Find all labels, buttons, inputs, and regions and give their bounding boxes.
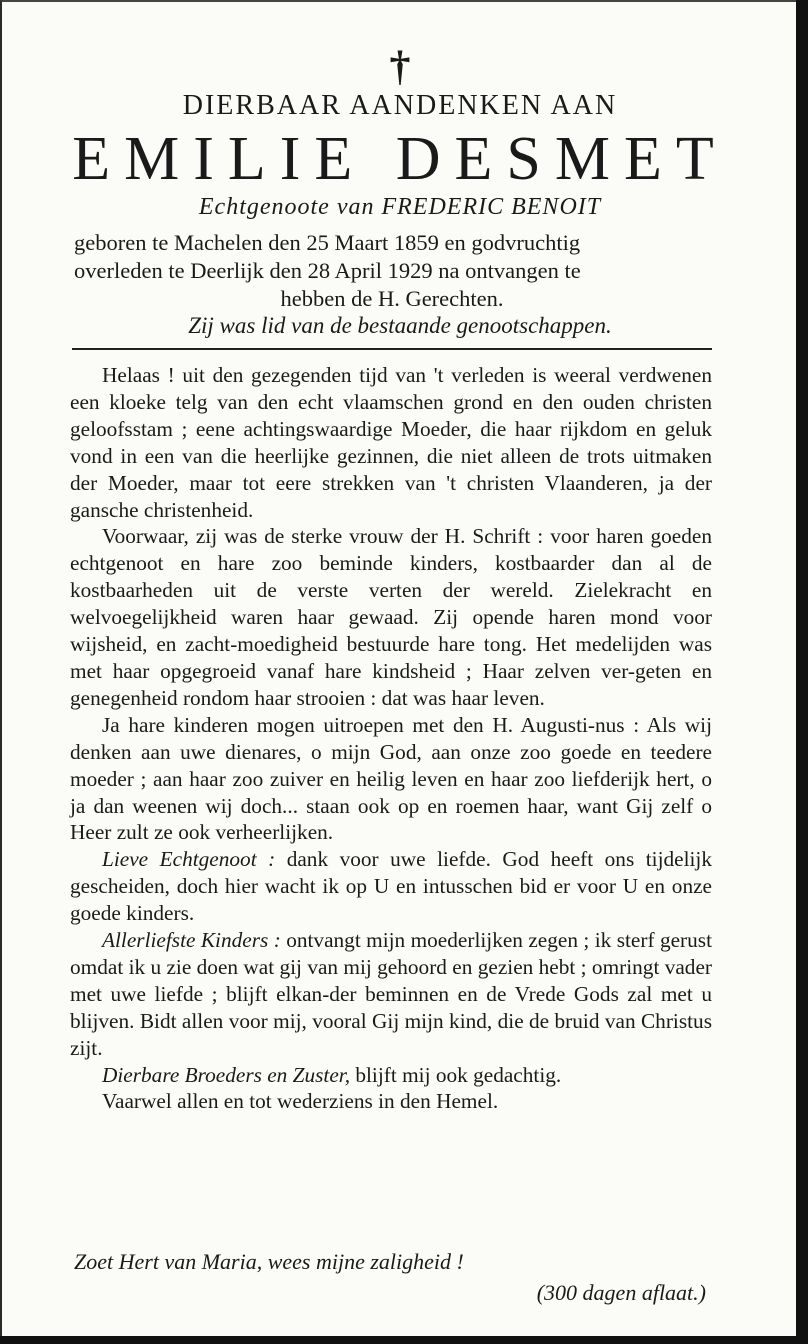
spouse-line: Echtgenoote van FREDERIC BENOIT: [198, 194, 602, 220]
address-siblings: Dierbare Broeders en Zuster,: [102, 1062, 351, 1087]
address-children: Allerliefste Kinders :: [102, 928, 281, 953]
closing-prayer: Zoet Hert van Maria, wees mijne zaligheid !: [74, 1249, 464, 1274]
paragraph: [70, 846, 712, 927]
card-shadow-edge: [796, 0, 808, 1344]
paragraph: Ja hare kinderen mogen uitroepen met den H. Augusti-nus : Als wij denken aan uwe dienares, o mijn God, aan onze zoo goede en teedere moeder ; aan haar zoo zuiver en heilig leven en haar zoo liefderijk hert, o ja dan weenen wij doch... staan ook op en roemen haar, want Gij zelf o Heer zult ze ook verheerlijken.: [70, 712, 712, 845]
deceased-name: EMILIE DESMET: [72, 125, 728, 193]
eulogy-text: [70, 362, 712, 1115]
paragraph-text: dank voor uwe liefde. God heeft ons tijdelijk gescheiden, doch hier wacht ik op U en intusschen bid er voor U en onze goede kinders.: [70, 847, 712, 926]
membership-line: Zij was lid van de bestaande genootschappen.: [188, 313, 612, 338]
divider: [72, 348, 712, 350]
death-line: overleden te Deerlijk den 28 April 1929 na ontvangen te: [74, 258, 581, 283]
cross-icon: †: [389, 44, 411, 90]
paragraph-text: blijft mij ook gedachtig.: [350, 1062, 562, 1087]
sacraments-line: hebben de H. Gerechten.: [280, 286, 504, 311]
paragraph: [70, 927, 712, 1062]
birth-death-block: [74, 229, 710, 313]
paragraph: Vaarwel allen en tot wederziens in den Hemel.: [102, 1089, 499, 1114]
paragraph: Voorwaar, zij was de sterke vrouw der H. Schrift : voor haren goeden echtgenoot en hare zoo beminde kinders, kostbaarder dan al de kostbaarheden uit de verste verten der wereld. Zielekracht en welvoegelijkheid waren haar gewaad. Zij opende haren mond voor wijsheid, en zacht-moedigheid bestuurde hare tong. Het medelijden was met haar opgegroeid vanaf hare kindsheid ; Haar zelven ver-geten en genegenheid rondom haar strooien : dat was haar leven.: [70, 524, 712, 710]
paragraph: Helaas ! uit den gezegenden tijd van 't verleden is weeral verdwenen een kloeke telg van den echt vlaamschen grond en den ouden christen geloofsstam ; eene achtingswaardige Moeder, die haar rijkdom en geluk vond in een van die heerlijke gezinnen, die niet alleen de trots uitmaken der Moeder, maar tot eere strekken van 't christen Vlaanderen, ja der gansche christenheid.: [70, 363, 712, 522]
address-spouse: Lieve Echtgenoot :: [102, 847, 276, 872]
birth-line: geboren te Machelen den 25 Maart 1859 en godvruchtig: [74, 230, 581, 255]
card-heading: DIERBAAR AANDENKEN AAN: [182, 90, 618, 121]
indulgence-note: (300 dagen aflaat.): [536, 1280, 706, 1305]
card-shadow-edge: [0, 1336, 808, 1344]
paragraph: [70, 1062, 712, 1089]
paragraph-text: ontvangt mijn moederlijken zegen ; ik sterf gerust omdat ik u zie doen wat gij van mij gehoord en gezien hebt ; omringt vader met uwe liefde ; blijft elkan-der beminnen en de Vrede Gods zal met u blijven. Bidt allen voor mij, vooral Gij mijn kind, die de bruid van Christus zijt.: [70, 928, 712, 1060]
